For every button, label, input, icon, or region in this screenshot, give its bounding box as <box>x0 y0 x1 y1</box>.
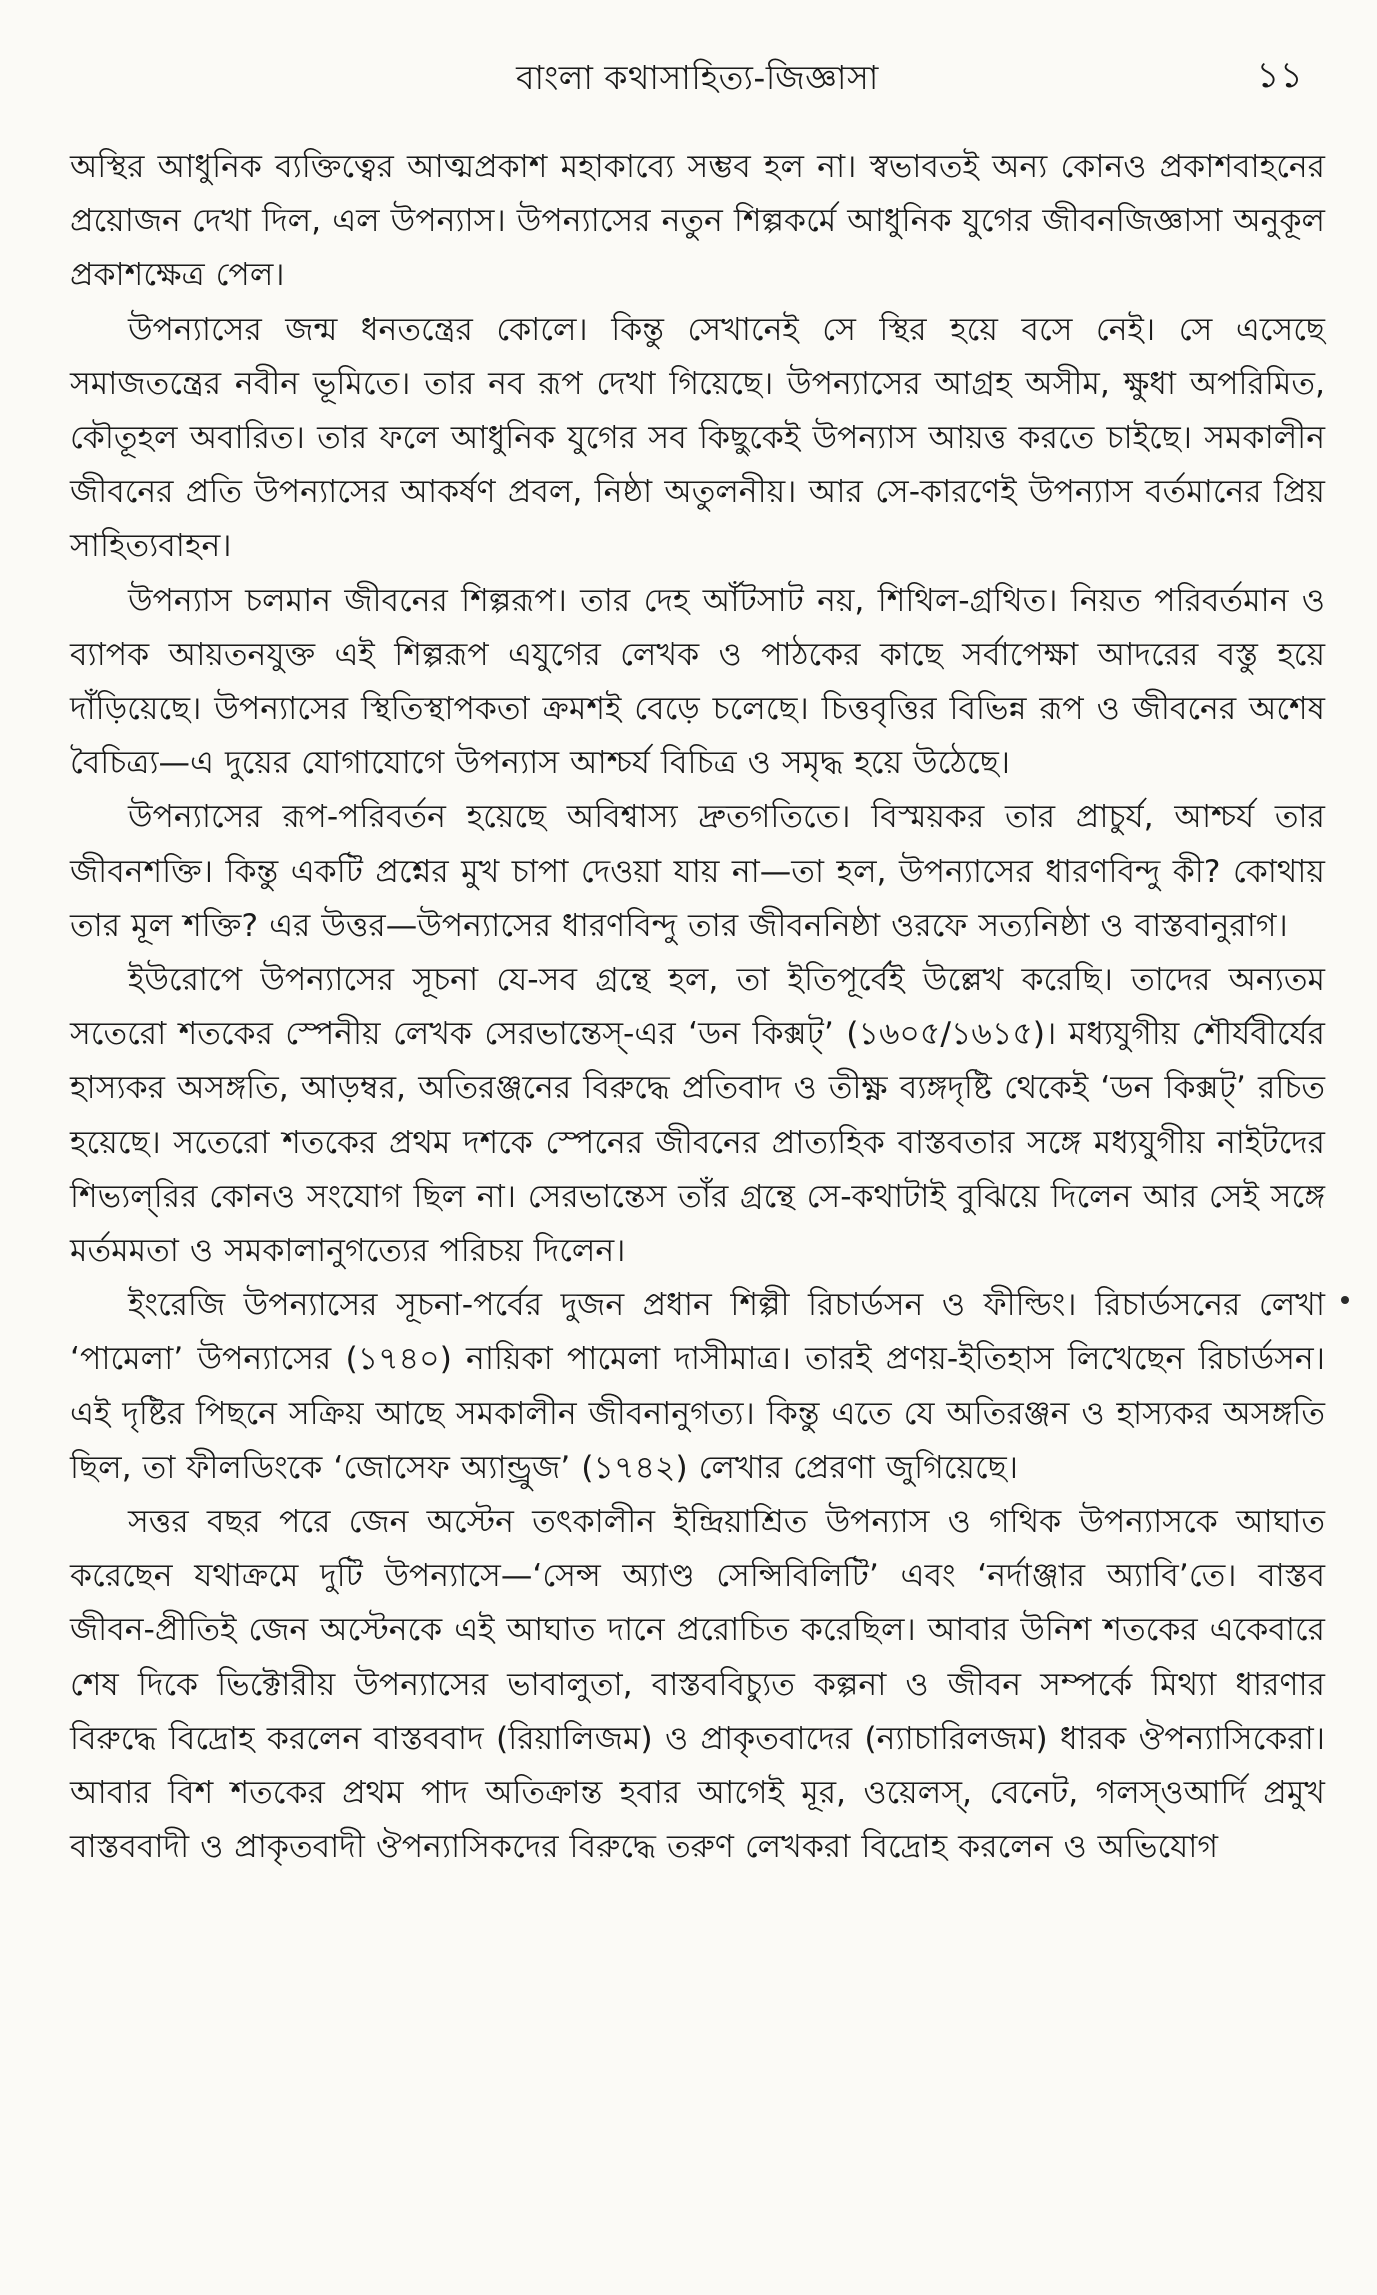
paragraph: উপন্যাসের জন্ম ধনতন্ত্রের কোলে। কিন্তু সেখানেই সে স্থির হয়ে বসে নেই। সে এসেছে সমাজতন্ত্রের নবীন ভূমিতে। তার নব রূপ দেখা গিয়েছে। উপন্যাসের আগ্রহ অসীম, ক্ষুধা অপরিমিত, কৌতূহল অবারিত। তার ফলে আধুনিক যুগের সব কিছুকেই উপন্যাস আয়ত্ত করতে চাইছে। সমকালীন জীবনের প্রতি উপন্যাসের আকর্ষণ প্রবল, নিষ্ঠা অতুলনীয়। আর সে-কারণেই উপন্যাস বর্তমানের প্রিয় সাহিত্যবাহন। <box>70 311 1325 565</box>
paragraph: ইউরোপে উপন্যাসের সূচনা যে-সব গ্রন্থে হল, তা ইতিপূর্বেই উল্লেখ করেছি। তাদের অন্যতম সতেরো শতকের স্পেনীয় লেখক সেরভান্তেস্-এর ‘ডন কিক্সট্’ (১৬০৫/১৬১৫)। মধ্যযুগীয় শৌর্যবীর্যের হাস্যকর অসঙ্গতি, আড়ম্বর, অতিরঞ্জনের বিরুদ্ধে প্রতিবাদ ও তীক্ষ্ণ ব্যঙ্গদৃষ্টি থেকেই ‘ডন কিক্সট্’ রচিত হয়েছে। সতেরো শতকের প্রথম দশকে স্পেনের জীবনের প্রাত্যহিক বাস্তবতার সঙ্গে মধ্যযুগীয় নাইটদের শিভ্যল্‌রির কোনও সংযোগ ছিল না। সেরভান্তেস তাঁর গ্রন্থে সে-কথাটাই বুঝিয়ে দিলেন আর সেই সঙ্গে মর্তমমতা ও সমকালানুগত্যের পরিচয় দিলেন। <box>70 962 1325 1270</box>
running-title: বাংলা কথাসাহিত্য-জিজ্ঞাসা <box>516 58 879 97</box>
page-number: ১১ <box>1256 55 1303 96</box>
paragraph: উপন্যাসের রূপ-পরিবর্তন হয়েছে অবিশ্বাস্য দ্রুতগতিতে। বিস্ময়কর তার প্রাচুর্য, আশ্চর্য তার জীবনশক্তি। কিন্তু একটি প্রশ্নের মুখ চাপা দেওয়া যায় না—তা হল, উপন্যাসের ধারণবিন্দু কী? কোথায় তার মূল শক্তি? এর উত্তর—উপন্যাসের ধারণবিন্দু তার জীবননিষ্ঠা ওরফে সত্যনিষ্ঠা ও বাস্তবানুরাগ। <box>70 799 1325 944</box>
paragraph: ইংরেজি উপন্যাসের সূচনা-পর্বের দুজন প্রধান শিল্পী রিচার্ডসন ও ফীল্ডিং। রিচার্ডসনের লেখা ‘পামেলা’ উপন্যাসের (১৭৪০) নায়িকা পামেলা দাসীমাত্র। তারই প্রণয়-ইতিহাস লিখেছেন রিচার্ডসন। এই দৃষ্টির পিছনে সক্রিয় আছে সমকালীন জীবনানুগত্য। কিন্তু এতে যে অতিরঞ্জন ও হাস্যকর অসঙ্গতি ছিল, তা ফীলডিংকে ‘জোসেফ অ্যান্ড্রুজ’ (১৭৪২) লেখার প্রেরণা জুগিয়েছে। <box>70 1287 1325 1486</box>
paragraph: অস্থির আধুনিক ব্যক্তিত্বের আত্মপ্রকাশ মহাকাব্যে সম্ভব হল না। স্বভাবতই অন্য কোনও প্রকাশবাহনের প্রয়োজন দেখা দিল, এল উপন্যাস। উপন্যাসের নতুন শিল্পকর্মে আধুনিক যুগের জীবনজিজ্ঞাসা অনুকূল প্রকাশক্ষেত্র পেল। <box>70 149 1325 294</box>
margin-mark <box>1341 1296 1349 1304</box>
paragraph: উপন্যাস চলমান জীবনের শিল্পরূপ। তার দেহ আঁটসাট নয়, শিথিল-গ্রথিত। নিয়ত পরিবর্তমান ও ব্যাপক আয়তনযুক্ত এই শিল্পরূপ এযুগের লেখক ও পাঠকের কাছে সর্বাপেক্ষা আদরের বস্তু হয়ে দাঁড়িয়েছে। উপন্যাসের স্থিতিস্থাপকতা ক্রমশই বেড়ে চলেছে। চিত্তবৃত্তির বিভিন্ন রূপ ও জীবনের অশেষ বৈচিত্র্য—এ দুয়ের যোগাযোগে উপন্যাস আশ্চর্য বিচিত্র ও সমৃদ্ধ হয়ে উঠেছে। <box>70 582 1325 782</box>
paragraph: সত্তর বছর পরে জেন অস্টেন তৎকালীন ইন্দ্রিয়াশ্রিত উপন্যাস ও গথিক উপন্যাসকে আঘাত করেছেন যথাক্রমে দুটি উপন্যাসে—‘সেন্স অ্যাণ্ড সেন্সিবিলিটি’ এবং ‘নর্দাঞ্জার অ্যাবি’তে। বাস্তব জীবন-প্রীতিই জেন অস্টেনকে এই আঘাত দানে প্ররোচিত করেছিল। আবার উনিশ শতকের একেবারে শেষ দিকে ভিক্টোরীয় উপন্যাসের ভাবালুতা, বাস্তববিচ্যুত কল্পনা ও জীবন সম্পর্কে মিথ্যা ধারণার বিরুদ্ধে বিদ্রোহ করলেন বাস্তববাদ (রিয়ালিজম) ও প্রাকৃতবাদের (ন্যাচারিলজম) ধারক ঔপন্যাসিকেরা। আবার বিশ শতকের প্রথম পাদ অতিক্রান্ত হবার আগেই মূর, ওয়েলস্, বেনেট, গলস্‌ওআর্দি প্রমুখ বাস্তববাদী ও প্রাকৃতবাদী ঔপন্যাসিকদের বিরুদ্ধে তরুণ লেখকরা বিদ্রোহ করলেন ও অভিযোগ <box>70 1504 1325 1866</box>
body-text <box>70 140 1325 1875</box>
page-header <box>70 0 1325 120</box>
